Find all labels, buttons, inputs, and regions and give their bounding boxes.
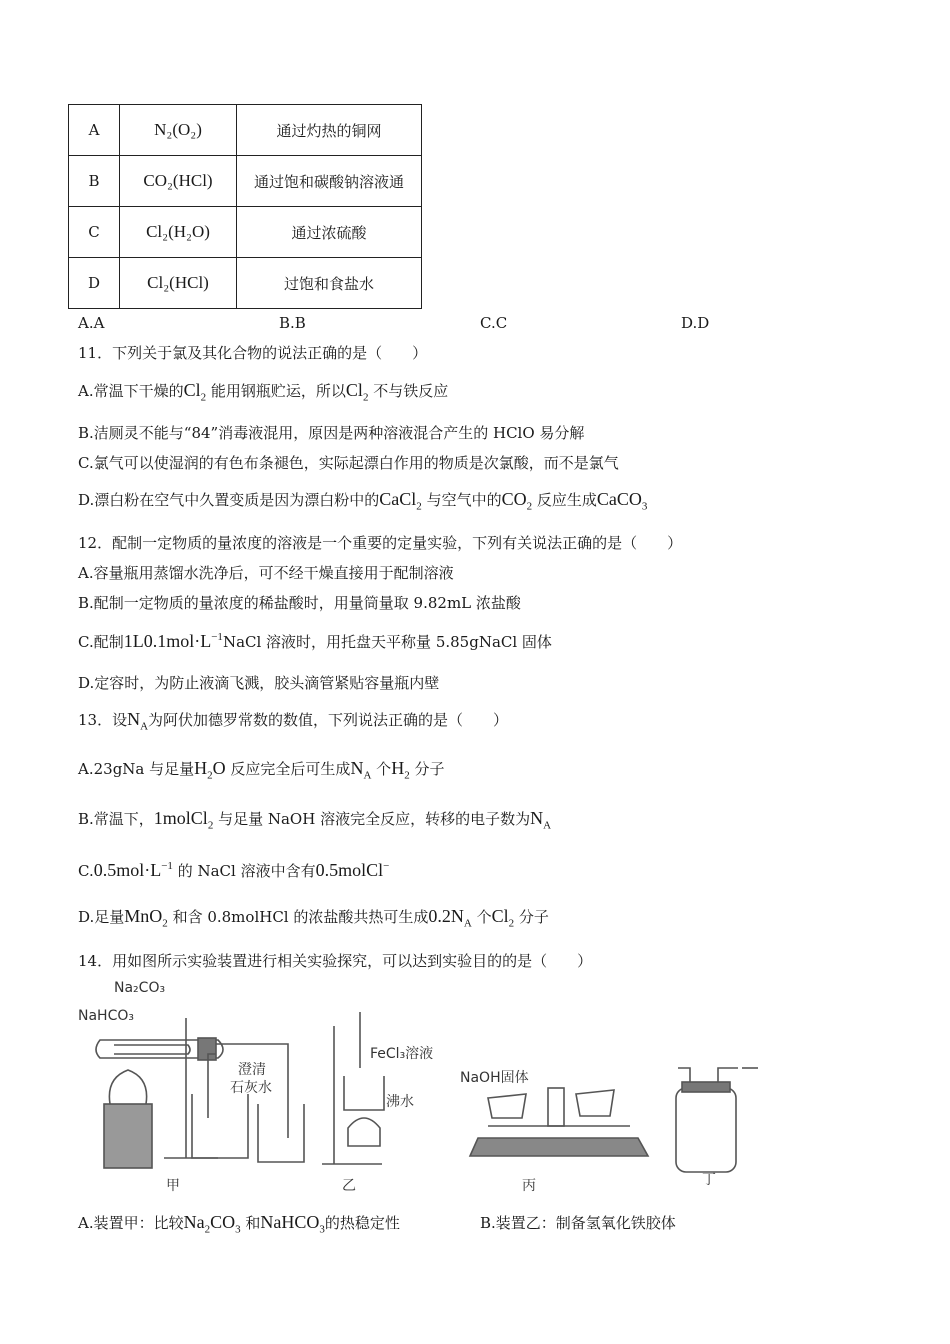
q11-d-text2: 与空气中的 — [426, 491, 502, 509]
q13-a-text2: 反应完全后可生成 — [230, 760, 351, 778]
q12-stem: 12．配制一定物质的量浓度的溶液是一个重要的定量实验，下列有关说法正确的是（ ） — [78, 534, 683, 552]
table-row — [69, 258, 422, 309]
table-row — [69, 156, 422, 207]
q13-a-text3: 个 — [376, 760, 392, 778]
q13-option-c[interactable]: $C.0.5mol\cdot L^{-1}$ 的 NaCl 溶液中含有0.5molCl− — [78, 860, 390, 880]
label-nahco3: NaHCO₃ — [78, 1008, 134, 1024]
alcohol-lamp — [109, 1070, 146, 1104]
q11-a-text2: 能用钢瓶贮运，所以 — [210, 382, 346, 400]
q13-option-b[interactable]: B.常温下，1molCl$_2$ 与足量 NaOH 溶液完全反应，转移的电子数为$N_A$ — [78, 808, 552, 832]
q14-a-text2: 和 — [245, 1214, 261, 1232]
q14-option-b[interactable]: B.装置乙：制备氢氧化铁胶体 — [480, 1214, 676, 1232]
q13-b-text2: 与足量 NaOH 溶液完全反应，转移的电子数为 — [218, 810, 531, 828]
label-boiling: 沸水 — [386, 1094, 414, 1110]
q12-option-a[interactable]: A.容量瓶用蒸馏水洗净后，可不经干燥直接用于配制溶液 — [78, 564, 454, 582]
q11-a-text1: A.常温下干燥的 — [78, 382, 184, 400]
label-na2co3: Na₂CO₃ — [114, 980, 166, 996]
q11-option-c[interactable]: C.氯气可以使湿润的有色布条褪色，实际起漂白作用的物质是次氯酸，而不是氯气 — [78, 454, 619, 472]
beaker-2 — [258, 1104, 304, 1162]
q11-option-a[interactable]: A.常温下干燥的$Cl_2$ 能用钢瓶贮运，所以$Cl_2$ 不与铁反应 — [78, 380, 449, 404]
row-method: 通过饱和碳酸钠溶液通 — [237, 156, 422, 207]
q11-option-b[interactable]: B.洁厕灵不能与“84”消毒液混用，原因是两种溶液混合产生的 HClO 易分解 — [78, 424, 585, 442]
balance-pillar — [548, 1088, 564, 1126]
q14-a-text1: A.装置甲：比较 — [78, 1214, 184, 1232]
caption-yi: 乙 — [342, 1178, 356, 1194]
q13-d-text3: 个 — [476, 908, 492, 926]
row-letter: C — [69, 207, 120, 258]
choice-c[interactable]: C.C — [480, 314, 508, 332]
q13-option-d[interactable]: D.足量MnO$_2$ 和含 0.8molHCl 的浓盐酸共热可生成$0.2N_A$ 个$Cl_2$ 分子 — [78, 906, 549, 930]
beaker-1 — [192, 1094, 248, 1158]
q13-b-text1: B.常温下， — [78, 810, 154, 828]
q12-option-c[interactable]: C.配制$1L0.1mol\cdot L^{-1}NaCl$ 溶液时，用托盘天平称量 5.85gNaCl 固体 — [78, 631, 552, 651]
alcohol-lamp-2 — [348, 1118, 380, 1146]
q13-d-text4: 分子 — [518, 908, 549, 926]
q14-a-text3: 的热稳定性 — [324, 1214, 400, 1232]
q12-option-d[interactable]: D.定容时，为防止液滴飞溅，胶头滴管紧贴容量瓶内壁 — [78, 674, 440, 692]
q13-d-text2: 和含 0.8molHCl 的浓盐酸共热可生成 — [172, 908, 429, 926]
q12-c-text2: NaCl 溶液时，用托盘天平称量 5.85gNaCl 固体 — [222, 633, 552, 651]
row-method: 通过灼热的铜网 — [237, 105, 422, 156]
label-limewater-2: 石灰水 — [230, 1080, 272, 1096]
q12-option-b[interactable]: B.配制一定物质的量浓度的稀盐酸时，用量筒量取 9.82mL 浓盐酸 — [78, 594, 521, 612]
heater-block — [104, 1104, 152, 1168]
q14-option-a[interactable]: A.装置甲：比较$Na_2CO_3$ 和NaHCO$_3$的热稳定性 — [78, 1212, 400, 1236]
table-row — [69, 105, 422, 156]
row-letter: B — [69, 156, 120, 207]
inlet-tube — [678, 1068, 690, 1082]
q13-a-text1: A.23gNa 与足量 — [78, 760, 195, 778]
bottle-stopper — [682, 1082, 730, 1092]
q13-stem: 13．设$N_A$为阿伏加德罗常数的数值，下列说法正确的是（ ） — [78, 709, 509, 733]
row-formula: N₂(O₂) — [120, 105, 237, 156]
beaker-3 — [344, 1076, 384, 1110]
row-formula: Cl₂(H₂O) — [120, 207, 237, 258]
choice-b[interactable]: B.B — [279, 314, 306, 332]
inner-tube — [114, 1045, 190, 1054]
left-pan-paper — [488, 1094, 526, 1118]
row-formula: CO₂(HCl) — [120, 156, 237, 207]
options-table — [68, 104, 422, 309]
label-naoh: NaOH固体 — [460, 1070, 529, 1086]
balance-base — [470, 1138, 648, 1156]
q11-stem: 11．下列关于氯及其化合物的说法正确的是（ ） — [78, 344, 428, 362]
caption-ding: 丁 — [702, 1172, 716, 1188]
choice-d[interactable]: D.D — [681, 314, 710, 332]
caption-jia: 甲 — [166, 1178, 180, 1194]
stopper — [198, 1038, 216, 1060]
choice-a[interactable]: A.A — [78, 314, 105, 332]
q11-a-text3: 不与铁反应 — [373, 382, 449, 400]
delivery-tube-2 — [208, 1054, 216, 1118]
right-pan-paper — [576, 1090, 614, 1116]
q13-stem-text2: 为阿伏加德罗常数的数值，下列说法正确的是（ ） — [148, 711, 509, 729]
q13-c-text1: C. — [78, 862, 94, 880]
row-letter: A — [69, 105, 120, 156]
q13-stem-text1: 13．设 — [78, 711, 128, 729]
gas-bottle — [676, 1088, 736, 1172]
q11-d-text1: D.漂白粉在空气中久置变质是因为漂白粉中的 — [78, 491, 380, 509]
q13-a-text4: 分子 — [414, 760, 445, 778]
q13-option-a[interactable]: A.23gNa 与足量$H_2O$ 反应完全后可生成$N_A$ 个$H_2$ 分子 — [78, 758, 445, 782]
row-letter: D — [69, 258, 120, 309]
label-fecl3: FeCl₃溶液 — [370, 1046, 434, 1062]
q11-d-text3: 反应生成 — [536, 491, 597, 509]
row-method: 通过浓硫酸 — [237, 207, 422, 258]
row-method: 过饱和食盐水 — [237, 258, 422, 309]
q13-d-text1: D.足量 — [78, 908, 125, 926]
row-formula: Cl₂(HCl) — [120, 258, 237, 309]
label-limewater-1: 澄清 — [238, 1062, 266, 1078]
table-row — [69, 207, 422, 258]
apparatus-figure — [78, 978, 778, 1198]
q11-option-d[interactable]: D.漂白粉在空气中久置变质是因为漂白粉中的CaCl$_2$ 与空气中的$CO_2$ 反应生成CaCO$_3$ — [78, 489, 648, 513]
caption-bing: 丙 — [522, 1178, 536, 1194]
q13-c-text2: 的 NaCl 溶液中含有 — [177, 862, 316, 880]
q12-c-text1: C.配制 — [78, 633, 124, 651]
q14-stem: 14．用如图所示实验装置进行相关实验探究，可以达到实验目的的是（ ） — [78, 952, 593, 970]
outlet-tube — [718, 1068, 738, 1082]
